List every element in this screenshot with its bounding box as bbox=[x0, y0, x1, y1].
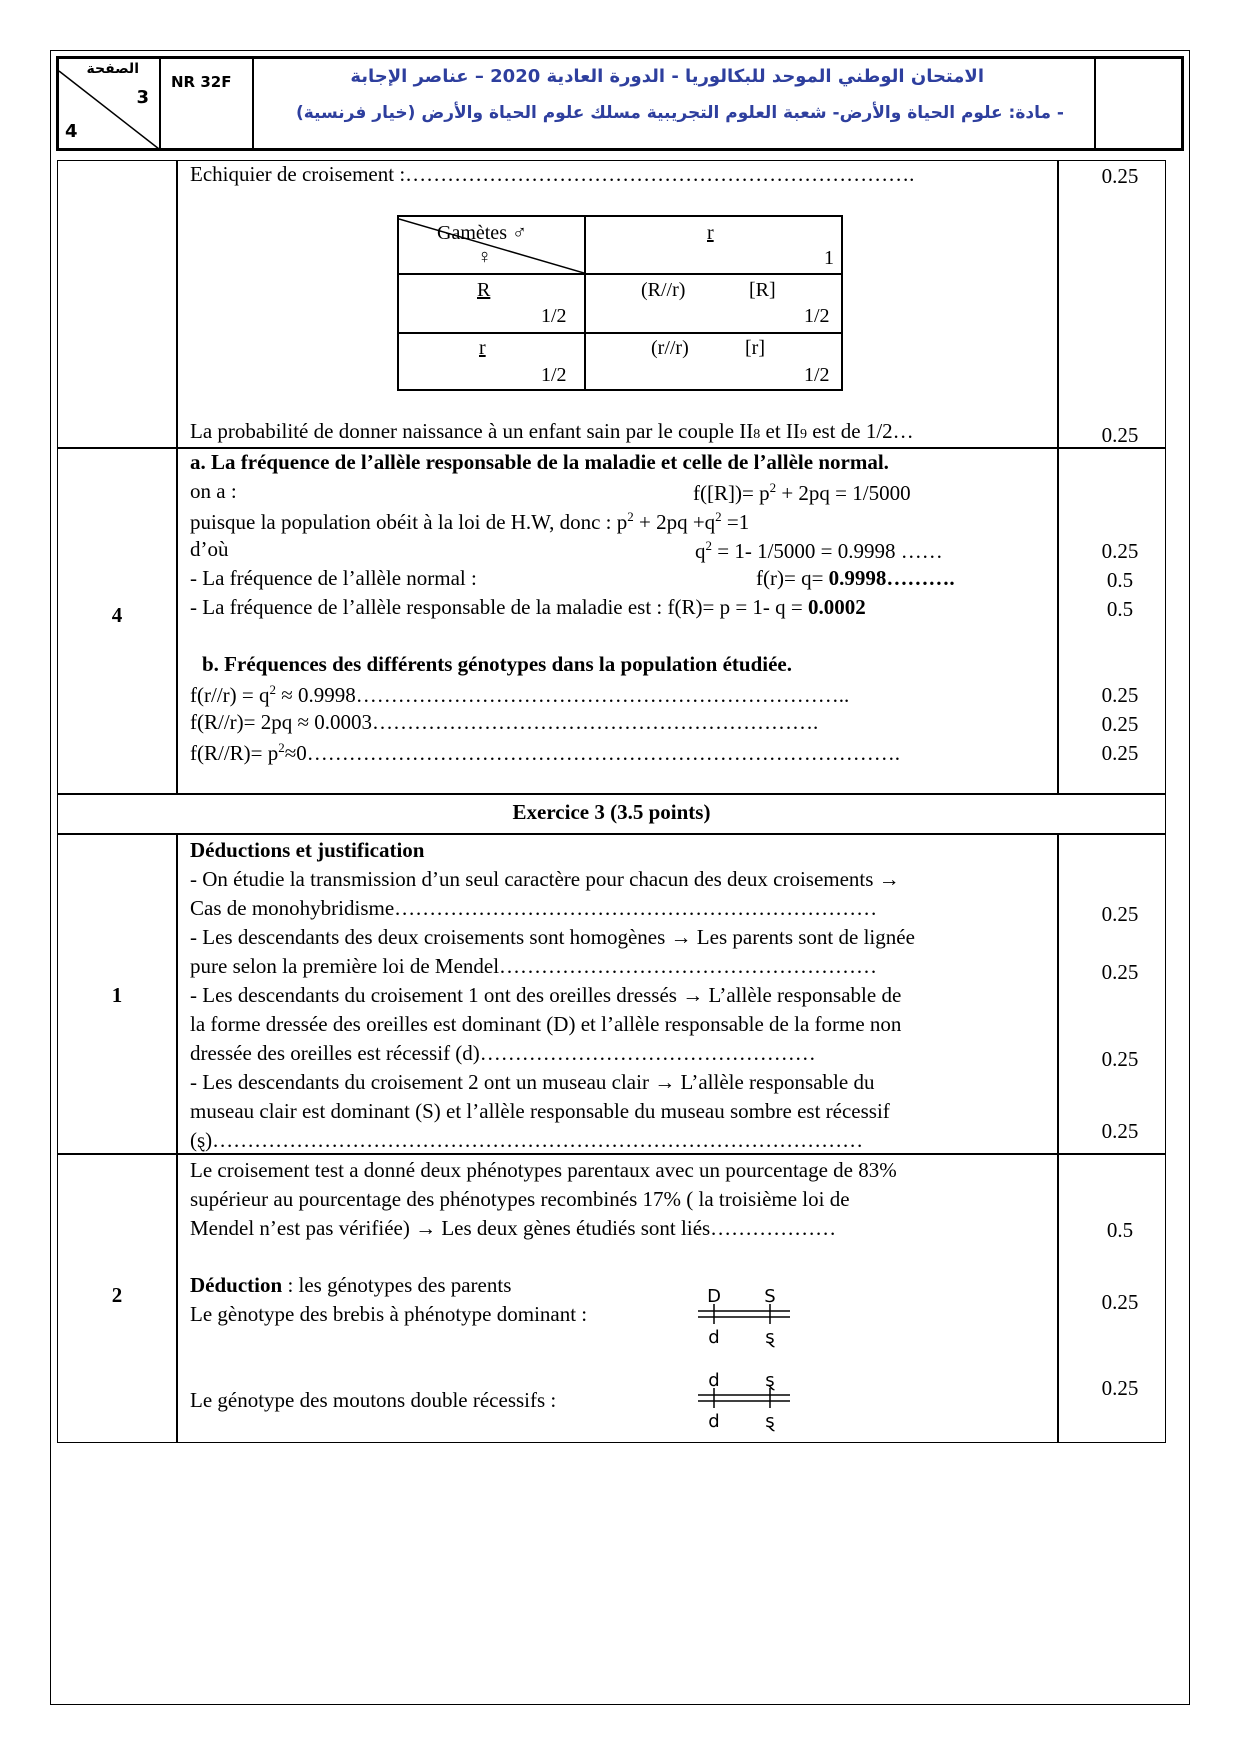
text-line: pure selon la première loi de Mendel……………………………………………… bbox=[190, 954, 878, 978]
genotype-RR: $f(R//R)= p^2\approx 0\dots\dots\dots\dots\dots\dots\dots\dots\dots\dots\dots\dots\dots\dots\dots\dots\dots\dots\dots\dots\dots\dots\dots\dots\dots\dots\dots\dots$. bbox=[190, 740, 901, 765]
text-line: - Les descendants des deux croisements sont homogènes → Les parents sont de lignée bbox=[190, 925, 915, 949]
disease-allele-line: - La fréquence de l’allèle responsable de la maladie est : f(R)= p = 1- q = 0.0002 bbox=[190, 595, 866, 619]
page-current: 3 bbox=[136, 87, 149, 108]
text-line: Mendel n’est pas vérifiée) → Les deux gènes étudiés sont liés……………… bbox=[190, 1216, 837, 1240]
question-number: 1 bbox=[111, 983, 123, 1007]
score: 0.25 bbox=[1101, 1119, 1139, 1143]
echiquier-text: Echiquier de croisement :………………………………………………………………. bbox=[190, 162, 915, 186]
allele-label: d bbox=[708, 1411, 720, 1432]
score: 0.25 bbox=[1101, 423, 1139, 447]
punnett-square bbox=[397, 215, 843, 391]
score: 0.25 bbox=[1101, 960, 1139, 984]
phenotype: [r] bbox=[745, 337, 765, 359]
col-divider-right-2 bbox=[1057, 833, 1059, 1443]
page-total: 4 bbox=[65, 121, 78, 142]
row-divider bbox=[57, 793, 1166, 795]
allele-label: d bbox=[708, 1327, 720, 1348]
exam-code: NR 32F bbox=[171, 73, 232, 91]
text-line: (ȿ)………………………………………………………………………………… bbox=[190, 1128, 864, 1152]
chromosome-recessive-diagram bbox=[690, 1372, 800, 1432]
normal-allele-line: - La fréquence de l’allèle normal : bbox=[190, 566, 477, 590]
fr-line: f(r)= q= 0.9998………. bbox=[756, 566, 955, 590]
male-freq: 1 bbox=[824, 247, 834, 269]
genotype-rr: $f(r//r) = q^2$ ≈ 0.9998…………………………………………………………….. bbox=[190, 682, 850, 707]
allele-label: ȿ bbox=[765, 1372, 775, 1391]
female-gamete-r: r bbox=[479, 337, 486, 359]
female-freq: 1/2 bbox=[541, 364, 567, 386]
text-line: Cas de monohybridisme…………………………………………………………… bbox=[190, 896, 878, 920]
row-divider bbox=[57, 833, 1166, 835]
text-line: Le croisement test a donné deux phénotypes parentaux avec un pourcentage de 83% bbox=[190, 1158, 897, 1182]
text-line: la forme dressée des oreilles est dominant (D) et l’allèle responsable de la forme non bbox=[190, 1012, 902, 1036]
title-line2: - مادة: علوم الحياة والأرض- شعبة العلوم التجريبية مسلك علوم الحياة والأرض (خيار فرنسية) bbox=[295, 103, 1064, 123]
deductions-title: Déductions et justification bbox=[190, 838, 425, 862]
genotype: (R//r) bbox=[641, 279, 686, 301]
cell-prob: 1/2 bbox=[804, 364, 830, 386]
allele-label: S bbox=[764, 1288, 776, 1307]
exam-code-cell bbox=[161, 59, 254, 148]
score: 0.25 bbox=[1101, 1290, 1139, 1314]
text-line: - Les descendants du croisement 2 ont un museau clair → L’allèle responsable du bbox=[190, 1070, 875, 1094]
female-freq: 1/2 bbox=[541, 305, 567, 327]
page-label: الصفحة bbox=[86, 61, 139, 77]
q2-line: $q^2 = 1-$ 1/5000 = 0.9998 …… bbox=[695, 538, 943, 563]
question-number: 2 bbox=[111, 1283, 123, 1307]
text-line: dressée des oreilles est récessif (d)………………………………………… bbox=[190, 1041, 816, 1065]
row-divider bbox=[57, 1153, 1166, 1155]
f-R: $f([R])= p^2 + 2pq = 1/5000$ bbox=[693, 480, 911, 505]
score: 0.25 bbox=[1101, 741, 1139, 765]
score: 0.5 bbox=[1106, 568, 1134, 592]
text-line: - On étudie la transmission d’un seul caractère pour chacun des deux croisements → bbox=[190, 867, 900, 891]
allele-label: ȿ bbox=[765, 1327, 775, 1348]
score: 0.25 bbox=[1101, 164, 1139, 188]
allele-label: ȿ bbox=[765, 1411, 775, 1432]
row-divider bbox=[57, 447, 1166, 449]
gametes-male-label: Gamètes ♂ bbox=[437, 222, 527, 244]
allele-label: d bbox=[708, 1372, 720, 1391]
header bbox=[56, 56, 1184, 151]
hw-line: puisque la population obéit à la loi de H.W, donc : $p^2 + 2pq +q^2 =1$ bbox=[190, 509, 750, 534]
score: 0.25 bbox=[1101, 1376, 1139, 1400]
score: 0.25 bbox=[1101, 1047, 1139, 1071]
question-number: 4 bbox=[111, 603, 123, 627]
score: 0.25 bbox=[1101, 539, 1139, 563]
genotype-Rr: f(R//r)= 2pq ≈ 0.0003………………………………………………………. bbox=[190, 710, 819, 734]
part-a-title: a. La fréquence de l’allèle responsable de la maladie et celle de l’allèle normal. bbox=[190, 450, 889, 474]
probability-text: La probabilité de donner naissance à un enfant sain par le couple II8 et II9 est de 1/2… bbox=[190, 419, 914, 443]
page-number-cell bbox=[59, 59, 161, 148]
col-divider-right bbox=[1057, 160, 1059, 793]
female-symbol: ♀ bbox=[477, 246, 492, 268]
text-line: museau clair est dominant (S) et l’allèle responsable du museau sombre est récessif bbox=[190, 1099, 890, 1123]
text-line: supérieur au pourcentage des phénotypes recombinés 17% ( la troisième loi de bbox=[190, 1187, 850, 1211]
moutons-line: Le génotype des moutons double récessifs : bbox=[190, 1388, 557, 1412]
male-gamete: r bbox=[707, 222, 714, 244]
score: 0.25 bbox=[1101, 712, 1139, 736]
chromosome-dominant-diagram bbox=[690, 1288, 800, 1348]
female-gamete-R: R bbox=[477, 279, 491, 301]
genotype: (r//r) bbox=[651, 337, 689, 359]
col-divider-left-2 bbox=[176, 833, 178, 1443]
col-divider-left bbox=[176, 160, 178, 793]
dou: d’où bbox=[190, 537, 229, 561]
title-line1: الامتحان الوطني الموحد للبكالوريا - الدورة العادية 2020 – عناصر الإجابة bbox=[350, 66, 984, 87]
score: 0.5 bbox=[1106, 597, 1134, 621]
line-on-a: on a : bbox=[190, 479, 237, 503]
text-line: - Les descendants du croisement 1 ont des oreilles dressés → L’allèle responsable de bbox=[190, 983, 902, 1007]
exercise-title: Exercice 3 (3.5 points) bbox=[512, 800, 711, 824]
score: 0.25 bbox=[1101, 902, 1139, 926]
title-cell bbox=[254, 59, 1096, 148]
score: 0.25 bbox=[1101, 683, 1139, 707]
cell-prob: 1/2 bbox=[804, 305, 830, 327]
allele-label: D bbox=[707, 1288, 721, 1307]
part-b-title: b. Fréquences des différents génotypes dans la population étudiée. bbox=[202, 652, 792, 676]
empty-cell bbox=[1096, 59, 1181, 148]
brebis-line: Le gènotype des brebis à phénotype dominant : bbox=[190, 1302, 588, 1326]
deduction-line: Déduction : les génotypes des parents bbox=[190, 1273, 512, 1297]
phenotype: [R] bbox=[749, 279, 776, 301]
score: 0.5 bbox=[1106, 1218, 1134, 1242]
